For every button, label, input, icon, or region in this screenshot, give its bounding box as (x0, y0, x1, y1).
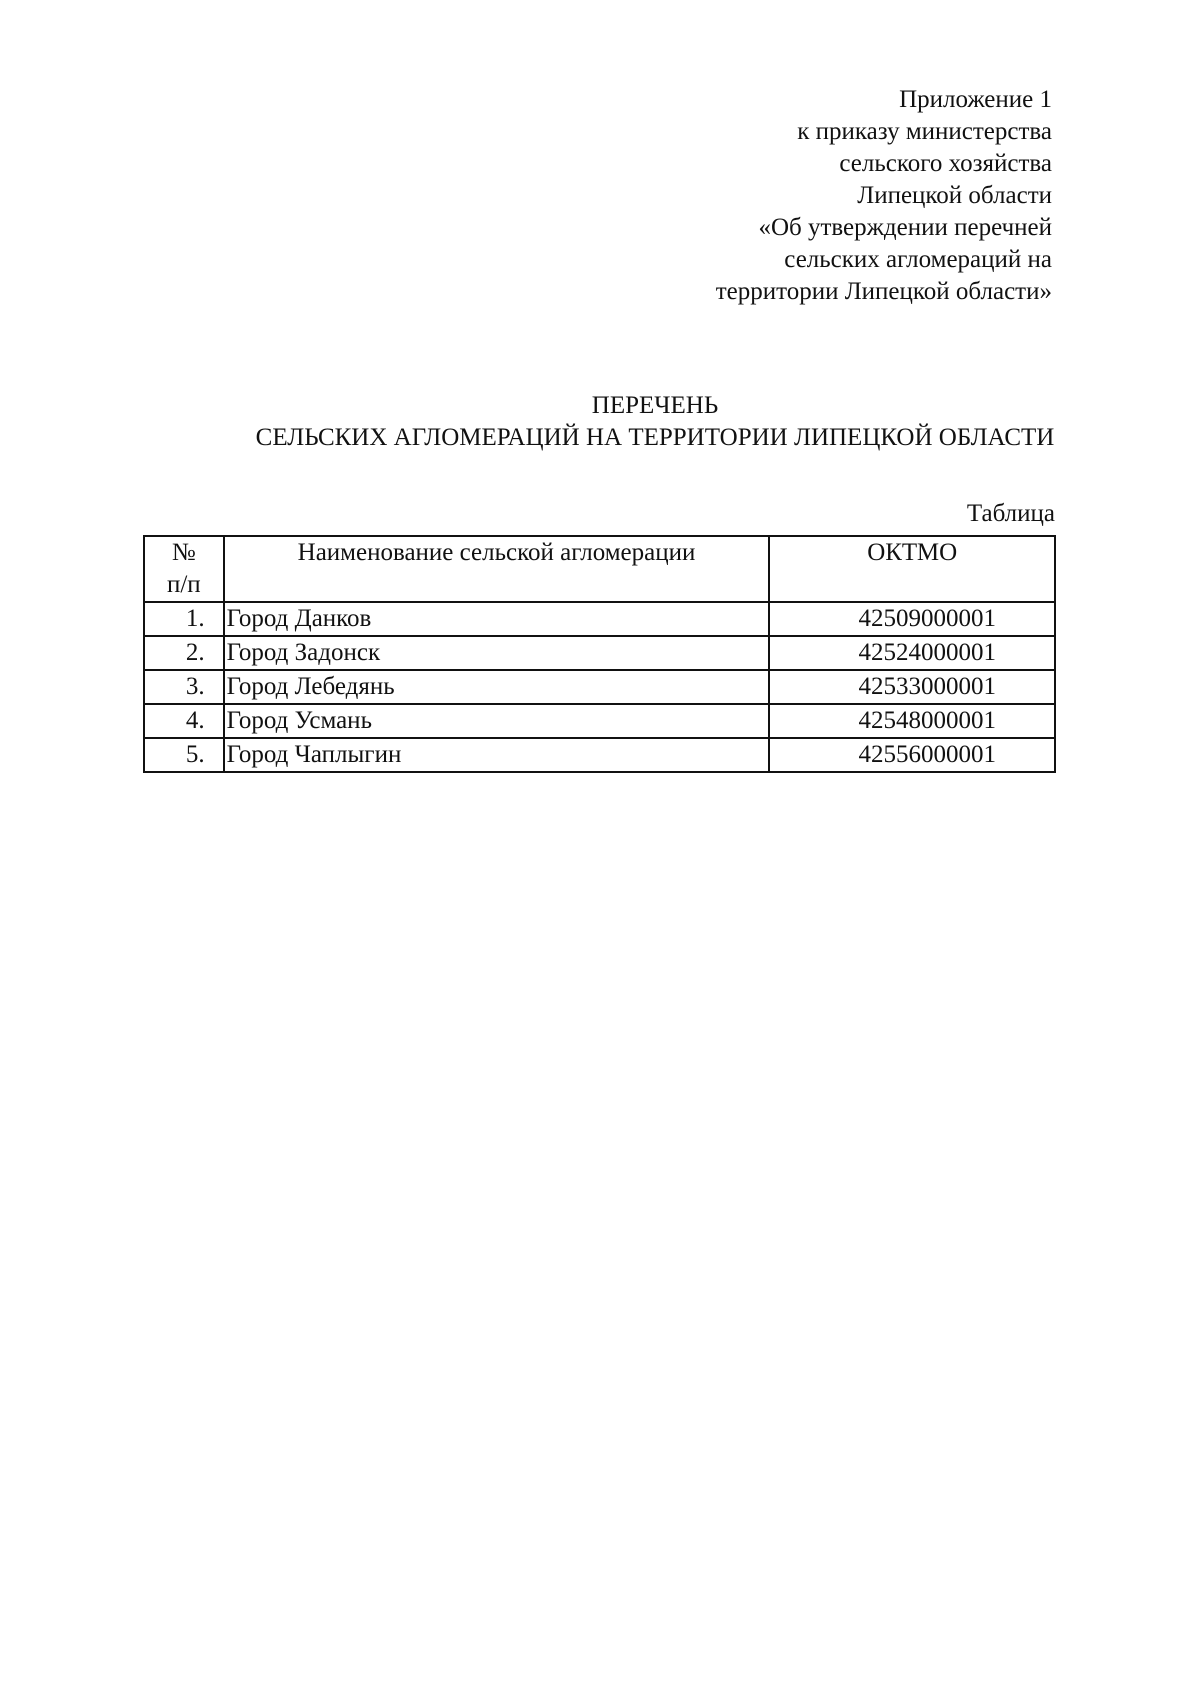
annex-line: сельских агломераций на (784, 246, 1052, 273)
table-row (144, 670, 1055, 704)
annex-line: сельского хозяйства (839, 150, 1052, 177)
table-caption: Таблица (966, 500, 1055, 527)
document-title (190, 390, 1120, 454)
table-header-row (144, 536, 1055, 602)
agglomeration-table (143, 535, 1056, 773)
table-row (144, 602, 1055, 636)
header-num-symbol: № (171, 539, 196, 566)
table-row (144, 704, 1055, 738)
row-num: 4. (144, 704, 224, 738)
header-num (144, 536, 224, 602)
row-oktmo: 42548000001 (769, 704, 1055, 738)
row-oktmo: 42533000001 (769, 670, 1055, 704)
row-num: 1. (144, 602, 224, 636)
header-oktmo: ОКТМО (769, 536, 1055, 602)
table-row (144, 738, 1055, 772)
header-name: Наименование сельской агломерации (224, 536, 770, 602)
row-oktmo: 42556000001 (769, 738, 1055, 772)
annex-line: территории Липецкой области» (715, 278, 1052, 305)
row-oktmo: 42509000001 (769, 602, 1055, 636)
row-oktmo: 42524000001 (769, 636, 1055, 670)
row-num: 3. (144, 670, 224, 704)
annex-line: Липецкой области (857, 182, 1052, 209)
row-name: Город Чаплыгин (224, 738, 770, 772)
row-name: Город Задонск (224, 636, 770, 670)
table-row (144, 636, 1055, 670)
annex-line: «Об утверждении перечней (758, 214, 1052, 241)
annex-line: Приложение 1 (899, 86, 1052, 113)
annex-line: к приказу министерства (797, 118, 1052, 145)
row-num: 2. (144, 636, 224, 670)
row-name: Город Усмань (224, 704, 770, 738)
row-name: Город Лебедянь (224, 670, 770, 704)
title-line-1: ПЕРЕЧЕНЬ (591, 392, 719, 419)
row-num: 5. (144, 738, 224, 772)
annex-block (716, 84, 1052, 308)
row-name: Город Данков (224, 602, 770, 636)
header-num-abbr: п/п (166, 571, 201, 598)
title-line-2: СЕЛЬСКИХ АГЛОМЕРАЦИЙ НА ТЕРРИТОРИИ ЛИПЕЦКОЙ ОБЛАСТИ (255, 424, 1055, 451)
